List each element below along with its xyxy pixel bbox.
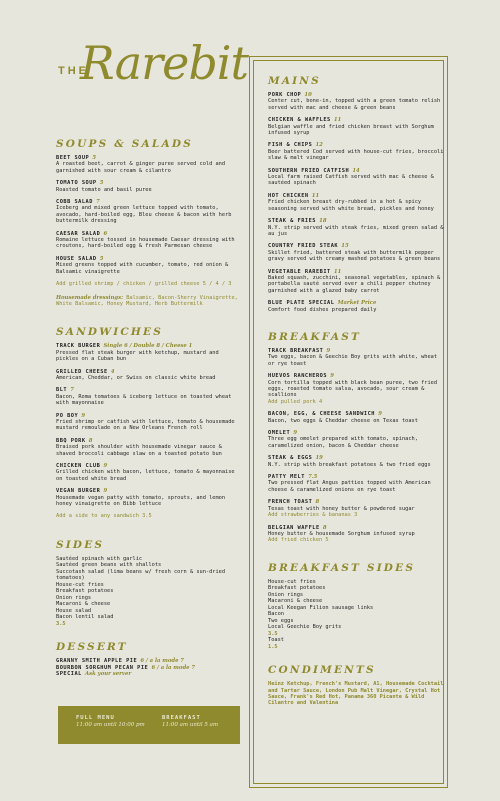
item-price: 8 [88, 437, 93, 444]
item-desc: Center cut, bone-in, topped with a green tomato relish served with mac and cheese & green beans [268, 98, 441, 111]
item-name: CAESAR SALAD [56, 230, 101, 237]
soups-add-note: Add grilled shrimp / chicken / grilled cheese 5 / 4 / 3 [56, 281, 232, 288]
side-line: Bacon lentil salad [56, 614, 114, 621]
item-price: 8 [315, 499, 320, 506]
item-name: GRILLED CHEESE [56, 368, 108, 375]
item-name: PORK CHOP [268, 92, 302, 98]
item-desc: Texas toast with honey butter & powdered sugar [268, 505, 415, 512]
item-desc: Comfort food dishes prepared daily [268, 306, 377, 313]
item-price: 6 [103, 230, 108, 237]
item-name: BLUE PLATE SPECIAL [268, 300, 335, 307]
item-price: 9 [81, 412, 86, 419]
condiments-text: Heinz Ketchup, French's Mustard, A1, Housemade Cocktail and Tartar Sauce, London Pub Malt Vinegar, Crystal Hot Sauce, Frank's Red Hot, Panama 360 Picante & Wild Cilantro and Valentina [268, 681, 444, 707]
menu-item [268, 411, 446, 424]
side-line: Sautéed spinach with garlic [56, 555, 143, 562]
item-price: 4 [110, 368, 115, 375]
menu-item [56, 369, 238, 382]
logo-script: Rarebit [80, 36, 248, 90]
side-line: Sautéed green beans with shallots [56, 562, 162, 569]
item-desc: Housemade vegan patty with tomato, sprouts, and lemon honey vinaigrette on Bibb lettuce [56, 494, 226, 508]
side-line: Bacon [268, 611, 284, 618]
menu-item [268, 117, 446, 136]
item-name: HUEVOS RANCHEROS [268, 373, 328, 380]
full-menu-label: FULL MENU [76, 715, 115, 721]
item-price: 6 / a la mode 7 [140, 658, 184, 665]
menu-item [56, 180, 238, 193]
item-price: 18 [319, 218, 327, 225]
side-line: Onion rings [268, 591, 304, 598]
item-name: COUNTRY FRIED STEAK [268, 243, 339, 250]
item-desc: Braised pork shoulder with housemade vinegar sauce & shaved broccoli cabbage slaw on a toasted potato bun [56, 444, 222, 457]
breakfast-time: 11:00 am until 5 am [162, 722, 219, 728]
item-desc: Grilled chicken with bacon, lettuce, tomato & mayonnaise on toasted white bread [56, 469, 235, 482]
item-name: PO BOY [56, 412, 79, 419]
menu-item [268, 373, 446, 405]
item-desc: N.Y. strip with breakfast potatoes & two fried eggs [268, 461, 431, 468]
side-line: Local Keegan Filion sausage links [268, 604, 374, 611]
breakfast-sides-list [268, 579, 446, 651]
item-desc: Local farm raised Catfish served with mac & cheese & sautéed spinach [268, 174, 434, 187]
item-price: 9 [326, 347, 331, 354]
item-price: 9 [103, 488, 108, 495]
item-name: FISH & CHIPS [268, 142, 313, 149]
mains-list [268, 92, 446, 313]
item-desc: A roasted beet, carrot & ginger puree served cold and garnished with sour cream & cilantro [56, 161, 226, 174]
menu-item [268, 168, 446, 187]
menu-item [268, 455, 446, 468]
sides-list [56, 556, 238, 628]
menu-item [268, 430, 446, 449]
item-add: Add fried chicken 5 [268, 537, 329, 544]
menu-item [268, 92, 446, 111]
item-price: 5 [99, 255, 104, 262]
left-column [56, 138, 238, 678]
dressings-text: Balsamic, Bacon-Sherry Vinaigrette, White Balsamic, Honey Mustard, Herb Buttermilk [56, 294, 238, 307]
side-line: Two eggs [268, 617, 294, 624]
item-price: 11 [311, 192, 320, 199]
item-name: STEAK & EGGS [268, 455, 313, 462]
side-line: Local Geechie Boy grits [268, 624, 342, 631]
item-price: 10 [304, 92, 312, 98]
side-line: Macaroni & cheese [268, 598, 323, 605]
item-name: SOUTHERN FRIED CATFISH [268, 167, 350, 174]
side-line: House-cut fries [56, 581, 104, 588]
item-name: BBQ PORK [56, 437, 86, 444]
item-desc: Three egg omelet prepared with tomato, spinach, caramelized onion, bacon & Cheddar cheese [268, 436, 418, 449]
item-price: 9 [103, 463, 108, 469]
item-desc: Pressed flat steak burger with ketchup, mustard and pickles on a Cuban bun [56, 349, 219, 363]
dressings-label: Housemade dressings: [56, 294, 124, 301]
menu-item [56, 231, 238, 250]
menu-item [268, 499, 446, 518]
menu-item [268, 142, 446, 161]
item-price: 19 [315, 455, 323, 462]
item-desc: Honey butter & housemade Sorghum infused syrup [268, 530, 415, 537]
item-desc: Beer battered Cod served with house-cut fries, broccoli slaw & malt vinegar [268, 148, 444, 162]
side-line: Breakfast potatoes [268, 585, 326, 592]
item-name: TOMATO SOUP [56, 180, 97, 187]
item-name: FRENCH TOAST [268, 499, 313, 506]
item-price: 12 [315, 142, 323, 149]
item-desc: Mixed greens topped with cucumber, tomato, red onion & Balsamic vinaigrette [56, 262, 229, 275]
item-price: 7 [70, 387, 74, 394]
item-price: 15 [341, 243, 349, 250]
side-line: Onion rings [56, 594, 92, 601]
item-price: 7.5 [308, 474, 318, 481]
item-price: 9 [293, 430, 298, 437]
menu-item [268, 269, 446, 295]
item-name: STEAK & FRIES [268, 218, 316, 225]
item-add: Add strawberries & bananas 3 [268, 512, 358, 519]
breakfast-list [268, 348, 446, 544]
item-name: SPECIAL [56, 671, 82, 678]
item-price: 9 [330, 373, 334, 380]
soups-heading: SOUPS & SALADS [56, 138, 193, 150]
item-desc: Two pressed flat Angus patties topped with American cheese & caramelized onions on rye toast [268, 480, 431, 493]
menu-item [56, 463, 238, 482]
menu-item [268, 525, 446, 544]
side-line: House-cut fries [268, 578, 316, 585]
menu-item [56, 155, 238, 174]
menu-item [56, 413, 238, 432]
menu-item [268, 348, 446, 367]
item-price: 5 [99, 180, 104, 187]
side-line: Macaroni & cheese [56, 601, 111, 608]
menu-item [56, 438, 238, 457]
menu-item [268, 474, 446, 493]
item-price: Single 6 / Double 8 / Cheese 1 [103, 343, 193, 350]
logo-the: THE [58, 65, 89, 77]
bsides-price1: 3.5 [268, 630, 278, 637]
menu-item [56, 199, 238, 225]
side-line: Breakfast potatoes [56, 588, 114, 595]
full-menu-time: 11:00 am until 10:00 pm [76, 722, 145, 728]
item-name: VEGETABLE RAREBIT [268, 268, 331, 275]
menu-item [268, 243, 446, 262]
item-desc: Iceberg and mixed green lettuce topped with tomato, avocado, hard-boiled egg, Bleu cheese & bacon with herb buttermilk dressing [56, 205, 232, 225]
sides-heading: SIDES [56, 538, 105, 551]
item-name: HOUSE SALAD [56, 255, 97, 262]
soups-list [56, 155, 238, 275]
breakfast-label: BREAKFAST [162, 715, 201, 721]
item-desc: American, Cheddar, or Swiss on classic white bread [56, 374, 216, 381]
item-desc: Bacon, two eggs & Cheddar cheese on Texas toast [268, 417, 418, 424]
item-desc: Two eggs, bacon & Geechie Boy grits with white, wheat or rye toast [268, 354, 438, 367]
dressings-note [56, 295, 238, 308]
menu-item [268, 300, 446, 313]
condiments-heading: CONDIMENTS [268, 664, 376, 677]
item-name: VEGAN BURGER [56, 488, 101, 495]
menu-item [268, 218, 446, 237]
sandwich-add-note: Add a side to any sandwich 3.5 [56, 513, 152, 520]
item-desc: Skillet fried, battered steak with buttermilk pepper gravy served with creamy mashed potatoes & green beans [268, 249, 441, 263]
item-price: 5 [92, 155, 97, 161]
menu-item [56, 343, 238, 362]
side-line: Succotash salad (lima beans w/ fresh corn & sun-dried tomatoes) [56, 568, 226, 582]
hours-box [58, 706, 240, 744]
item-name: TRACK BURGER [56, 343, 101, 350]
breakfast-sides-heading: BREAKFAST SIDES [268, 561, 416, 574]
side-line: House salad [56, 607, 92, 614]
mains-heading: MAINS [268, 75, 321, 87]
item-price: 8 [322, 524, 327, 531]
item-desc: Roasted tomato and basil puree [56, 186, 152, 193]
item-desc: N.Y. strip served with steak fries, mixed green salad & au jus [268, 224, 444, 237]
item-desc: Romaine lettuce tossed in housemade Caesar dressing with croutons, hard-boiled egg & fresh Parmesan cheese [56, 237, 235, 250]
item-name: BACON, EGG, & CHEESE SANDWICH [268, 411, 375, 418]
item-price: 14 [352, 167, 360, 174]
sides-price: 3.5 [56, 620, 66, 627]
bsides-price2: 1.5 [268, 643, 278, 650]
bsides-toast: Toast [268, 637, 284, 644]
item-name: HOT CHICKEN [268, 192, 309, 199]
item-desc: Belgian waffle and fried chicken breast with Sorghum infused syrup [268, 123, 434, 137]
item-price: 11 [333, 117, 342, 124]
menu-item [56, 488, 238, 507]
item-name: BLT [56, 387, 68, 394]
item-desc: Baked squash, zucchini, seasonal vegetables, spinach & portabella sauté served over a chili pepper chutney garnished with a glazed baby carrot [268, 274, 441, 294]
item-name: GRANNY SMITH APPLE PIE [56, 658, 138, 665]
dessert-list [56, 658, 238, 678]
item-desc: Fried shrimp or catfish with lettuce, tomato & housemade mustard remoulade on a New Orleans French roll [56, 418, 235, 432]
item-desc: Corn tortilla topped with black bean puree, two fried eggs, roasted tomato salsa, avocado, sour cream & scallions [268, 379, 438, 399]
item-price: 7 [96, 199, 100, 206]
item-desc: Fried chicken breast dry-rubbed in a hot & spicy seasoning served with white bread, pickles and honey [268, 199, 434, 212]
item-price: 9 [378, 411, 382, 418]
item-price: 11 [333, 268, 342, 275]
breakfast-heading: BREAKFAST [268, 330, 362, 343]
item-name: COBB SALAD [56, 199, 93, 206]
item-name: BELGIAN WAFFLE [268, 524, 320, 531]
sandwich-list [56, 343, 238, 507]
item-price: Market Price [337, 300, 377, 307]
item-name: TRACK BREAKFAST [268, 347, 324, 354]
item-name: CHICKEN & WAFFLES [268, 117, 331, 124]
item-name: CHICKEN CLUB [56, 463, 101, 469]
item-price: 6 / a la mode 7 [151, 664, 196, 671]
menu-item [56, 256, 238, 275]
item-add: Add pulled pork 4 [268, 398, 323, 405]
item-price: Ask your server [85, 671, 132, 678]
item-name: BEET SOUP [56, 155, 90, 161]
item-name: OMELET [268, 430, 291, 437]
right-column [268, 75, 446, 714]
menu-item [268, 193, 446, 212]
menu-item [56, 387, 238, 406]
dessert-item [56, 671, 238, 678]
dessert-heading: DESSERT [56, 641, 128, 654]
item-name: BOURBON SORGHUM PECAN PIE [56, 664, 149, 671]
sandwiches-heading: SANDWICHES [56, 326, 163, 339]
item-desc: Bacon, Roma tomatoes & iceberg lettuce on toasted wheat with mayonnaise [56, 393, 232, 407]
item-name: PATTY MELT [268, 474, 305, 481]
